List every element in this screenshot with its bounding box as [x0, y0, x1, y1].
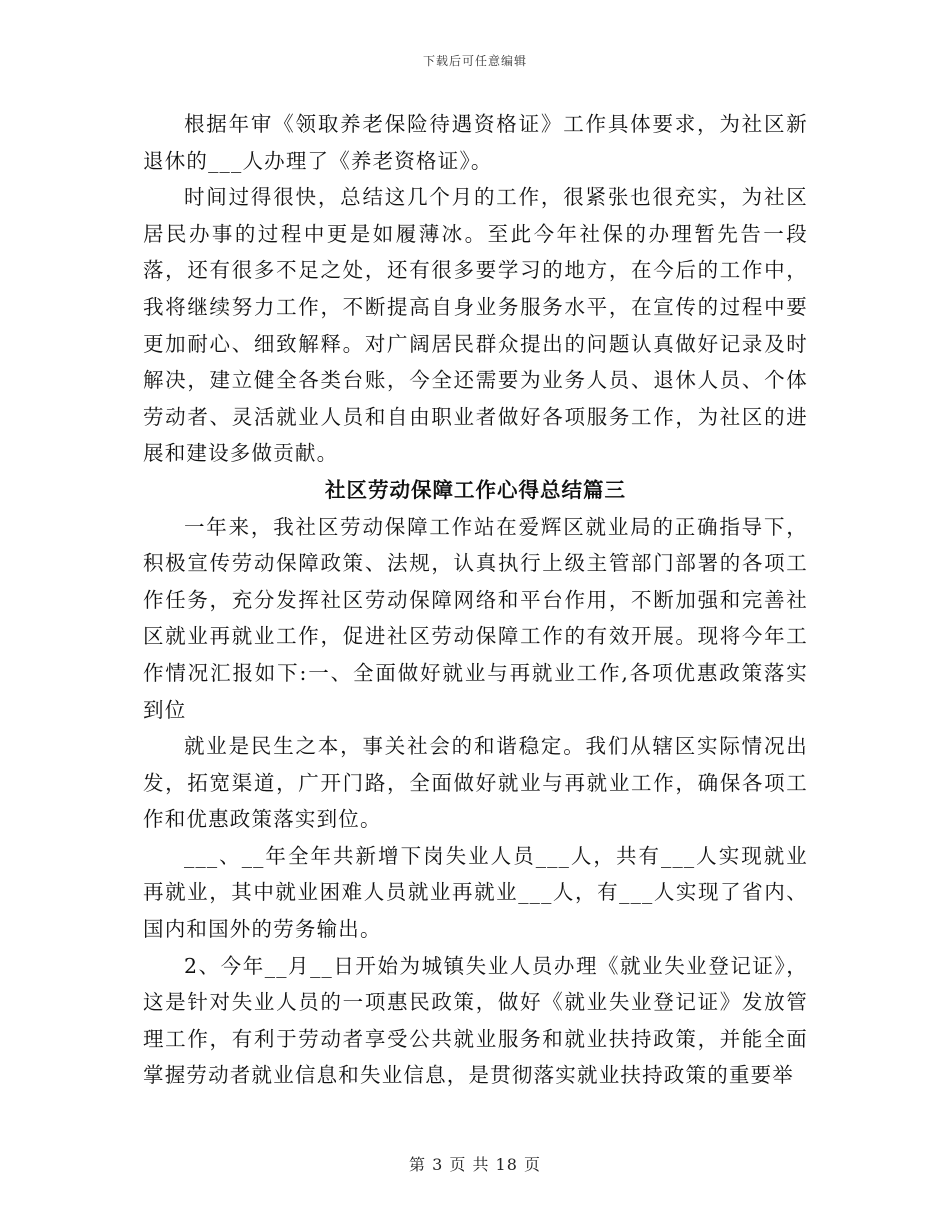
- page-number: 第 3 页 共 18 页: [409, 1155, 541, 1174]
- section-title: 社区劳动保障工作心得总结篇三: [325, 477, 626, 502]
- paragraph: ___、__年全年共新增下岗失业人员___人，共有___人实现就业再就业，其中就业困难人员就业再就业___人，有___人实现了省内、国内和国外的劳务输出。: [143, 843, 808, 942]
- paragraph: 一年来，我社区劳动保障工作站在爱辉区就业局的正确指导下，积极宣传劳动保障政策、法规，认真执行上级主管部门部署的各项工作任务，充分发挥社区劳动保障网络和平台作用，不断加强和完善社区就业再就业工作，促进社区劳动保障工作的有效开展。现将今年工作情况汇报如下:一、全面做好就业与再就业工作,各项优惠政策落实到位: [143, 514, 808, 722]
- paragraph: 根据年审《领取养老保险待遇资格证》工作具体要求，为社区新退休的___人办理了《养老资格证》。: [143, 112, 808, 173]
- paragraph: 2、今年__月__日开始为城镇失业人员办理《就业失业登记证》，这是针对失业人员的一项惠民政策，做好《就业失业登记证》发放管理工作，有利于劳动者享受公共就业服务和就业扶持政策，并能全面掌握劳动者就业信息和失业信息，是贯彻落实就业扶持政策的重要举: [143, 953, 808, 1088]
- paragraph: 时间过得很快，总结这几个月的工作，很紧张也很充实，为社区居民办事的过程中更是如履薄冰。至此今年社保的办理暂先告一段落，还有很多不足之处，还有很多要学习的地方，在今后的工作中，我将继续努力工作，不断提高自身业务服务水平，在宣传的过程中要更加耐心、细致解释。对广阔居民群众提出的问题认真做好记录及时解决，建立健全各类台账，今全还需要为业务人员、退休人员、个体劳动者、灵活就业人员和自由职业者做好各项服务工作，为社区的进展和建设多做贡献。: [143, 185, 808, 466]
- page-header-note: 下载后可任意编辑: [422, 54, 527, 68]
- document-body: [143, 106, 808, 1094]
- paragraph: 就业是民生之本，事关社会的和谐稳定。我们从辖区实际情况出发，拓宽渠道，广开门路，全面做好就业与再就业工作，确保各项工作和优惠政策落实到位。: [143, 734, 808, 832]
